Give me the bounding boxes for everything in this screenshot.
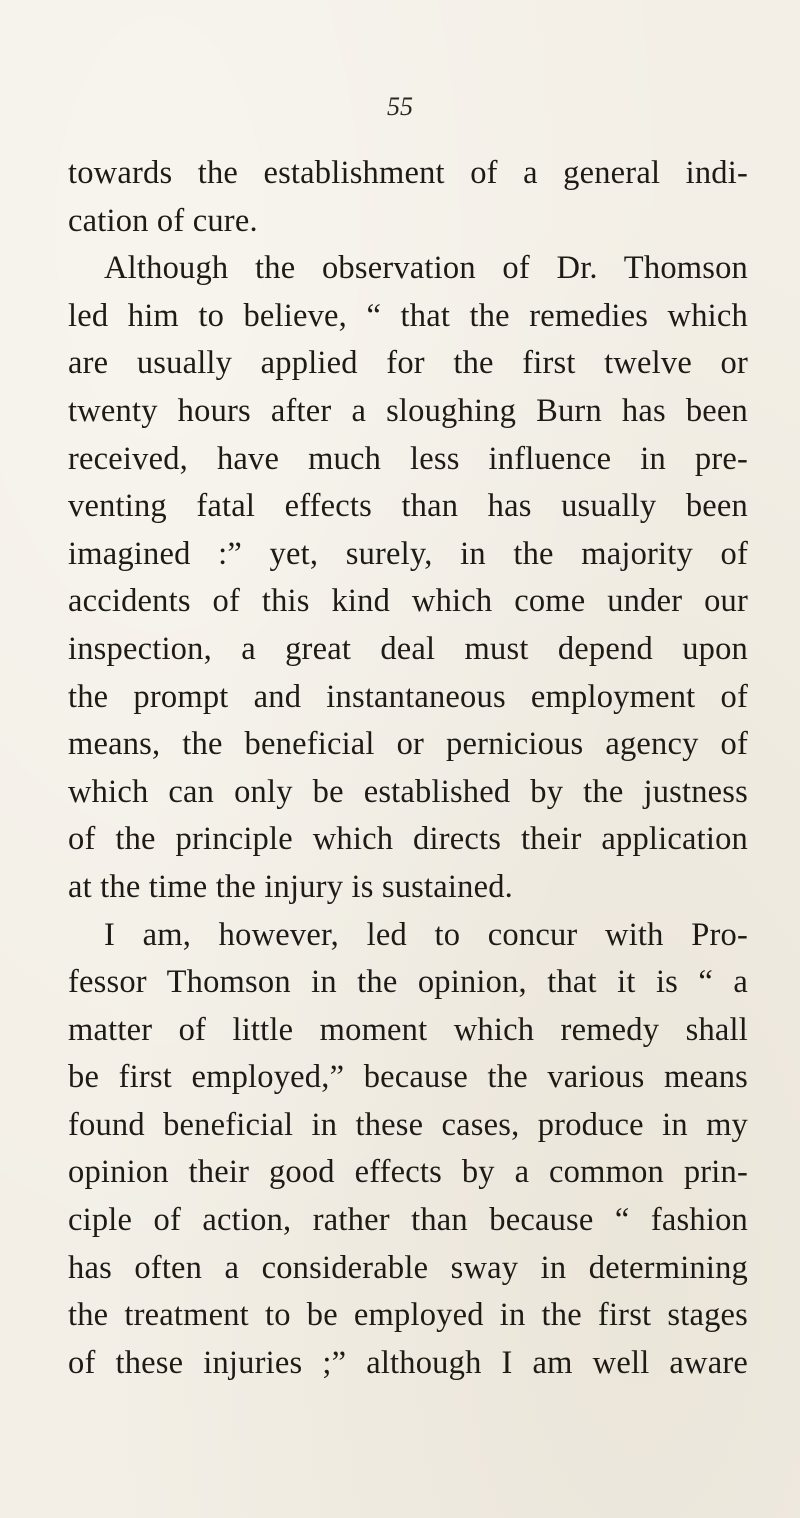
text-line: cation of cure. — [68, 202, 258, 239]
text-line: at the time the injury is sustained. — [68, 868, 513, 905]
text-line: twenty hours after a sloughing Burn has been — [68, 392, 748, 429]
body-text — [68, 150, 748, 1387]
text-line: has often a considerable sway in determining — [68, 1249, 748, 1286]
text-line: be first employed,” because the various means — [68, 1059, 748, 1096]
text-line: towards the establishment of a general indi- — [68, 155, 748, 191]
text-line: ciple of action, rather than because “ fashion — [68, 1202, 748, 1239]
text-line: received, have much less influence in pre- — [68, 440, 748, 477]
page-number: 55 — [387, 92, 413, 121]
text-line: found beneficial in these cases, produce in my — [68, 1106, 748, 1143]
text-line: accidents of this kind which come under our — [68, 583, 748, 620]
text-line: are usually applied for the first twelve or — [68, 345, 748, 382]
text-line: fessor Thomson in the opinion, that it is “ a — [68, 964, 748, 1001]
text-line: matter of little moment which remedy shall — [68, 1011, 748, 1048]
text-line: venting fatal effects than has usually been — [68, 488, 748, 525]
text-line: the prompt and instantaneous employment of — [68, 678, 748, 715]
text-line: which can only be established by the justness — [68, 773, 748, 810]
text-line: I am, however, led to concur with Pro- — [104, 916, 748, 953]
text-line: means, the beneficial or pernicious agency of — [68, 726, 748, 763]
text-line: inspection, a great deal must depend upon — [68, 630, 748, 667]
text-line: opinion their good effects by a common prin- — [68, 1154, 748, 1191]
text-line: imagined :” yet, surely, in the majority of — [68, 535, 748, 572]
text-line: led him to believe, “ that the remedies which — [68, 297, 748, 334]
text-line: Although the observation of Dr. Thomson — [104, 250, 748, 287]
text-line: of the principle which directs their application — [68, 821, 748, 858]
text-line: of these injuries ;” although I am well aware — [68, 1344, 748, 1381]
text-line: the treatment to be employed in the first stages — [68, 1297, 748, 1334]
